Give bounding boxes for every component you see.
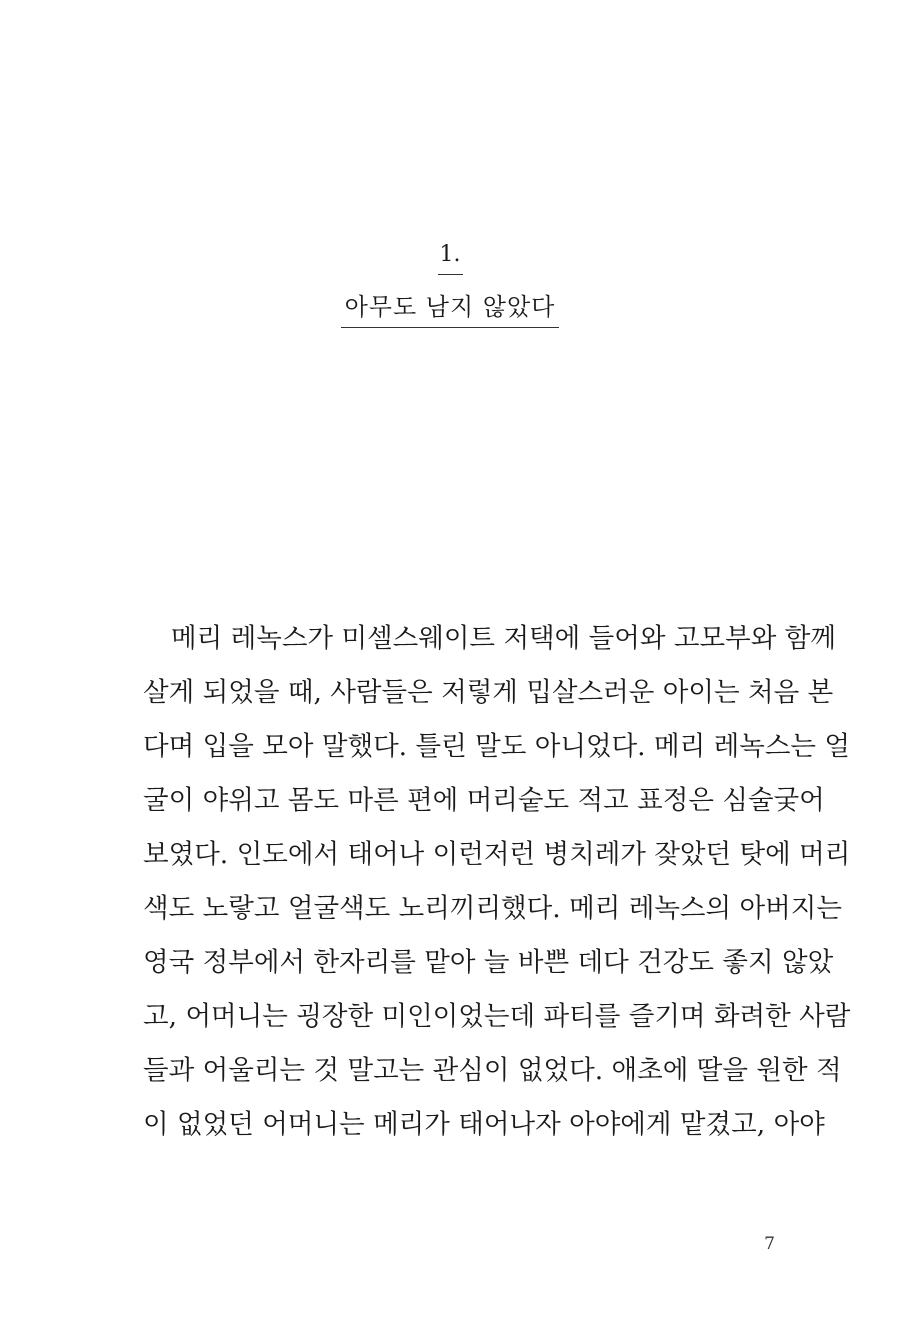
chapter-number: 1.: [438, 238, 463, 275]
text-line: 색도 노랗고 얼굴색도 노리끼리했다. 메리 레녹스의 아버지는: [143, 893, 842, 924]
text-line: 영국 정부에서 한자리를 맡아 늘 바쁜 데다 건강도 좋지 않았: [143, 947, 834, 978]
text-line: 고, 어머니는 굉장한 미인이었는데 파티를 즐기며 화려한 사람: [143, 1001, 851, 1032]
text-line: 들과 어울리는 것 말고는 관심이 없었다. 애초에 딸을 원한 적: [143, 1055, 842, 1086]
text-line: 살게 되었을 때, 사람들은 저렇게 밉살스러운 아이는 처음 본: [143, 677, 834, 708]
body-paragraph: [143, 612, 851, 1152]
text-line: 메리 레녹스가 미셀스웨이트 저택에 들어와 고모부와 함께: [171, 623, 836, 654]
text-line: 다며 입을 모아 말했다. 틀린 말도 아니었다. 메리 레녹스는 얼: [143, 731, 851, 762]
chapter-heading: [0, 238, 900, 328]
text-line: 굴이 야위고 몸도 마른 편에 머리숱도 적고 표정은 심술궂어: [143, 785, 825, 816]
chapter-title: 아무도 남지 않았다: [341, 289, 560, 328]
text-line: 보였다. 인도에서 태어나 이런저런 병치레가 잦았던 탓에 머리: [143, 839, 851, 870]
page-number: 7: [764, 1234, 775, 1254]
text-line: 이 없었던 어머니는 메리가 태어나자 아야에게 맡겼고, 아야: [143, 1109, 825, 1140]
